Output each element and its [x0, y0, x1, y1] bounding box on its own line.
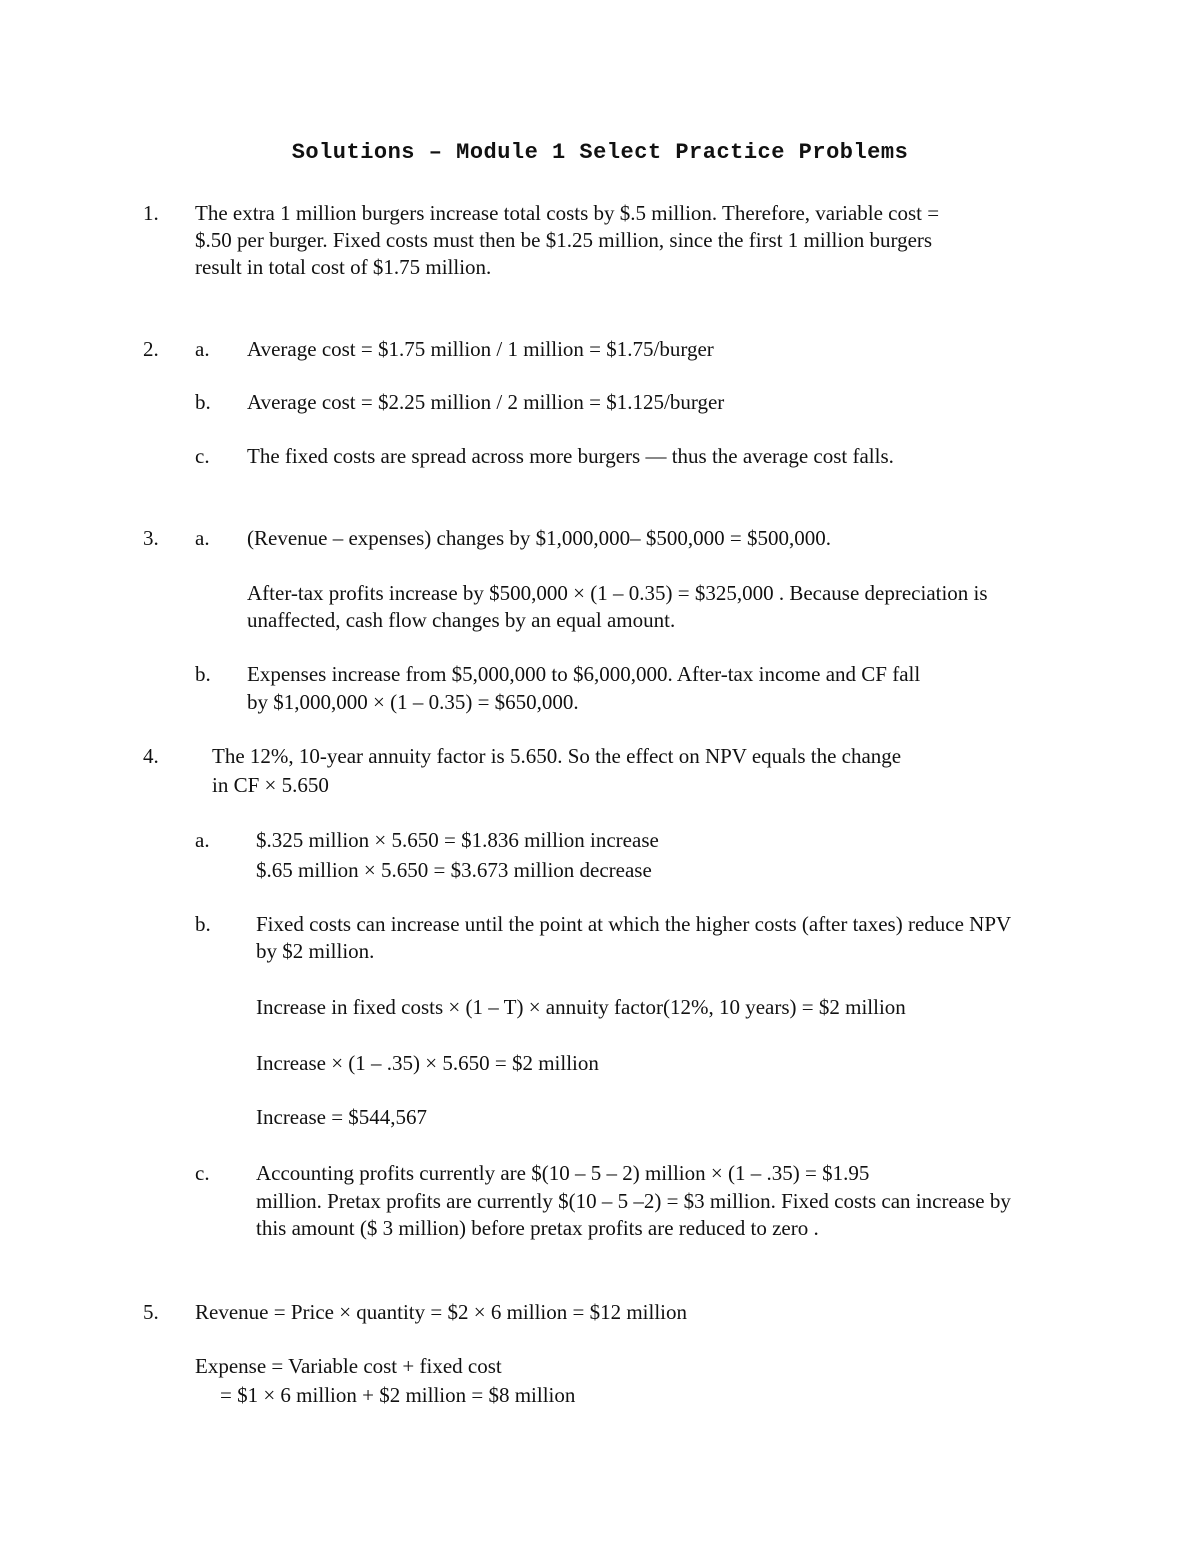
problem-1-line-1: The extra 1 million burgers increase total costs by $.5 million. Therefore, variable cost =	[195, 201, 940, 225]
problem-3a-line-3: unaffected, cash flow changes by an equal amount.	[247, 608, 676, 632]
problem-3-number: 3.	[143, 526, 159, 550]
problem-2b-text: Average cost = $2.25 million / 2 million = $1.125/burger	[247, 390, 725, 414]
problem-3b-label: b.	[195, 662, 211, 686]
problem-2a-text: Average cost = $1.75 million / 1 million = $1.75/burger	[247, 337, 714, 361]
problem-2c-text: The fixed costs are spread across more burgers — thus the average cost falls.	[247, 444, 894, 468]
problem-1-number: 1.	[143, 201, 159, 225]
problem-3a-line-2: After-tax profits increase by $500,000 × (1 – 0.35) = $325,000 . Because depreciation is	[247, 581, 988, 605]
problem-4c-label: c.	[195, 1161, 210, 1185]
problem-4b-line-2: by $2 million.	[256, 939, 375, 963]
problem-1-line-3: result in total cost of $1.75 million.	[195, 255, 492, 279]
problem-2c-label: c.	[195, 444, 210, 468]
problem-4b-line-4: Increase × (1 – .35) × 5.650 = $2 million	[256, 1051, 599, 1075]
problem-2-number: 2.	[143, 337, 159, 361]
problem-4-line-1: The 12%, 10-year annuity factor is 5.650. So the effect on NPV equals the change	[212, 744, 902, 768]
problem-4a-line-1: $.325 million × 5.650 = $1.836 million increase	[256, 828, 659, 852]
problem-4c-line-1: Accounting profits currently are $(10 – 5 – 2) million × (1 – .35) = $1.95	[256, 1161, 870, 1185]
problem-5-number: 5.	[143, 1300, 159, 1324]
problem-4b-label: b.	[195, 912, 211, 936]
problem-5-line-1: Revenue = Price × quantity = $2 × 6 million = $12 million	[195, 1300, 688, 1324]
problem-4c-line-2: million. Pretax profits are currently $(10 – 5 –2) = $3 million. Fixed costs can increase by	[256, 1189, 1011, 1213]
problem-2b-label: b.	[195, 390, 211, 414]
problem-4b-line-1: Fixed costs can increase until the point at which the higher costs (after taxes) reduce NPV	[256, 912, 1012, 936]
problem-3b-line-1: Expenses increase from $5,000,000 to $6,000,000. After-tax income and CF fall	[247, 662, 921, 686]
problem-4a-line-2: $.65 million × 5.650 = $3.673 million decrease	[256, 858, 652, 882]
problem-1-line-2: $.50 per burger. Fixed costs must then be $1.25 million, since the first 1 million burgers	[195, 228, 933, 252]
problem-3a-line-1: (Revenue – expenses) changes by $1,000,000– $500,000 = $500,000.	[247, 526, 831, 550]
problem-2a-label: a.	[195, 337, 210, 361]
problem-4b-line-5: Increase = $544,567	[256, 1105, 428, 1129]
problem-4a-label: a.	[195, 828, 210, 852]
problem-4b-line-3: Increase in fixed costs × (1 – T) × annuity factor(12%, 10 years) = $2 million	[256, 995, 906, 1019]
problem-5-line-2: Expense = Variable cost + fixed cost	[195, 1354, 502, 1378]
problem-5-line-3: = $1 × 6 million + $2 million = $8 million	[220, 1383, 576, 1407]
problem-3b-line-2: by $1,000,000 × (1 – 0.35) = $650,000.	[247, 690, 579, 714]
problem-4c-line-3: this amount ($ 3 million) before pretax profits are reduced to zero .	[256, 1216, 819, 1240]
page-title: Solutions – Module 1 Select Practice Problems	[291, 140, 909, 165]
problem-3a-label: a.	[195, 526, 210, 550]
problem-4-line-2: in CF × 5.650	[212, 773, 329, 797]
problem-4-number: 4.	[143, 744, 159, 768]
